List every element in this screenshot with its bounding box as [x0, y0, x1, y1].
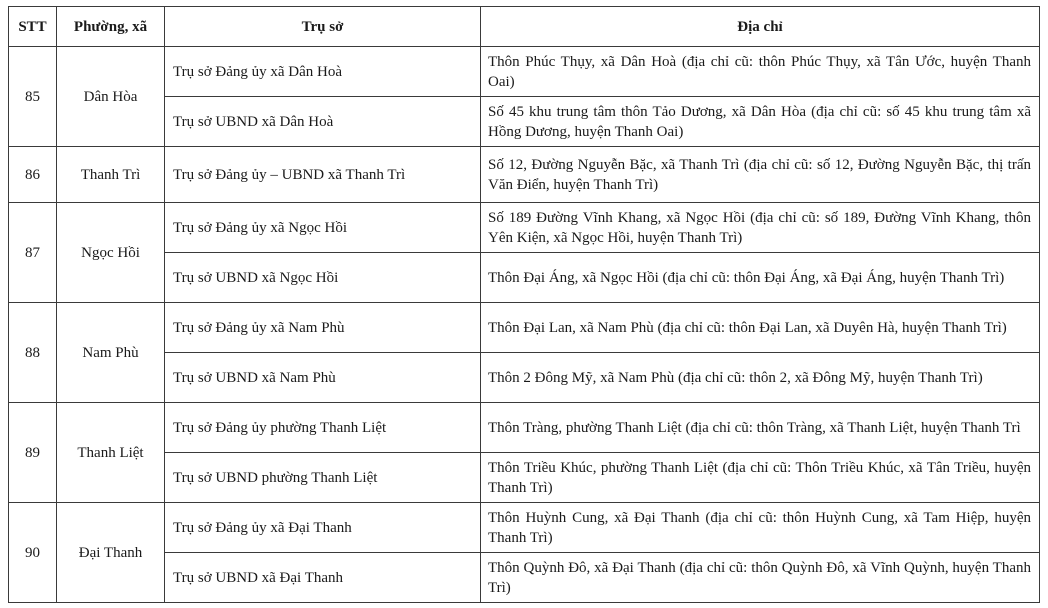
address-text: Thôn Phúc Thụy, xã Dân Hoà (địa chỉ cũ: thôn Phúc Thụy, xã Tân Ước, huyện Thanh Oai)	[481, 47, 1040, 97]
ward-name: Dân Hòa	[57, 47, 165, 147]
address-text: Thôn Đại Áng, xã Ngọc Hồi (địa chỉ cũ: thôn Đại Áng, xã Đại Áng, huyện Thanh Trì)	[481, 253, 1040, 303]
table-row	[9, 203, 1040, 253]
table-row	[9, 147, 1040, 203]
address-text: Thôn 2 Đông Mỹ, xã Nam Phù (địa chỉ cũ: thôn 2, xã Đông Mỹ, huyện Thanh Trì)	[481, 353, 1040, 403]
table-header-row	[9, 7, 1040, 47]
address-text: Số 189 Đường Vĩnh Khang, xã Ngọc Hồi (địa chỉ cũ: số 189, Đường Vĩnh Khang, thôn Yên Kiện, xã Ngọc Hồi, huyện Thanh Trì)	[481, 203, 1040, 253]
header-ward: Phường, xã	[57, 7, 165, 47]
header-stt: STT	[9, 7, 57, 47]
table-row	[9, 303, 1040, 353]
address-text: Thôn Đại Lan, xã Nam Phù (địa chỉ cũ: thôn Đại Lan, xã Duyên Hà, huyện Thanh Trì)	[481, 303, 1040, 353]
row-number: 87	[9, 203, 57, 303]
headquarters-name: Trụ sở Đảng ủy xã Ngọc Hồi	[165, 203, 481, 253]
row-number: 90	[9, 503, 57, 603]
headquarters-name: Trụ sở UBND xã Ngọc Hồi	[165, 253, 481, 303]
row-number: 86	[9, 147, 57, 203]
address-text: Số 12, Đường Nguyễn Bặc, xã Thanh Trì (địa chỉ cũ: số 12, Đường Nguyễn Bặc, thị trấn Văn Điển, huyện Thanh Trì)	[481, 147, 1040, 203]
table-row	[9, 503, 1040, 553]
headquarters-name: Trụ sở UBND xã Dân Hoà	[165, 97, 481, 147]
headquarters-name: Trụ sở UBND phường Thanh Liệt	[165, 453, 481, 503]
row-number: 85	[9, 47, 57, 147]
address-text: Số 45 khu trung tâm thôn Tảo Dương, xã Dân Hòa (địa chỉ cũ: số 45 khu trung tâm xã Hồng Dương, huyện Thanh Oai)	[481, 97, 1040, 147]
table-row	[9, 47, 1040, 97]
headquarters-name: Trụ sở Đảng ủy xã Nam Phù	[165, 303, 481, 353]
ward-name: Đại Thanh	[57, 503, 165, 603]
ward-name: Nam Phù	[57, 303, 165, 403]
headquarters-name: Trụ sở Đảng ủy xã Dân Hoà	[165, 47, 481, 97]
address-text: Thôn Triều Khúc, phường Thanh Liệt (địa chỉ cũ: Thôn Triều Khúc, xã Tân Triều, huyện Thanh Trì)	[481, 453, 1040, 503]
ward-name: Ngọc Hồi	[57, 203, 165, 303]
headquarters-table	[8, 6, 1040, 603]
header-headquarters: Trụ sở	[165, 7, 481, 47]
address-text: Thôn Huỳnh Cung, xã Đại Thanh (địa chỉ cũ: thôn Huỳnh Cung, xã Tam Hiệp, huyện Thanh Trì)	[481, 503, 1040, 553]
row-number: 88	[9, 303, 57, 403]
headquarters-name: Trụ sở Đảng ủy xã Đại Thanh	[165, 503, 481, 553]
headquarters-name: Trụ sở Đảng ủy phường Thanh Liệt	[165, 403, 481, 453]
headquarters-name: Trụ sở UBND xã Đại Thanh	[165, 553, 481, 603]
address-text: Thôn Quỳnh Đô, xã Đại Thanh (địa chỉ cũ: thôn Quỳnh Đô, xã Vĩnh Quỳnh, huyện Thanh Trì)	[481, 553, 1040, 603]
ward-name: Thanh Liệt	[57, 403, 165, 503]
headquarters-name: Trụ sở Đảng ủy – UBND xã Thanh Trì	[165, 147, 481, 203]
row-number: 89	[9, 403, 57, 503]
header-address: Địa chỉ	[481, 7, 1040, 47]
table-row	[9, 403, 1040, 453]
ward-name: Thanh Trì	[57, 147, 165, 203]
headquarters-name: Trụ sở UBND xã Nam Phù	[165, 353, 481, 403]
address-text: Thôn Tràng, phường Thanh Liệt (địa chỉ cũ: thôn Tràng, xã Thanh Liệt, huyện Thanh Trì	[481, 403, 1040, 453]
